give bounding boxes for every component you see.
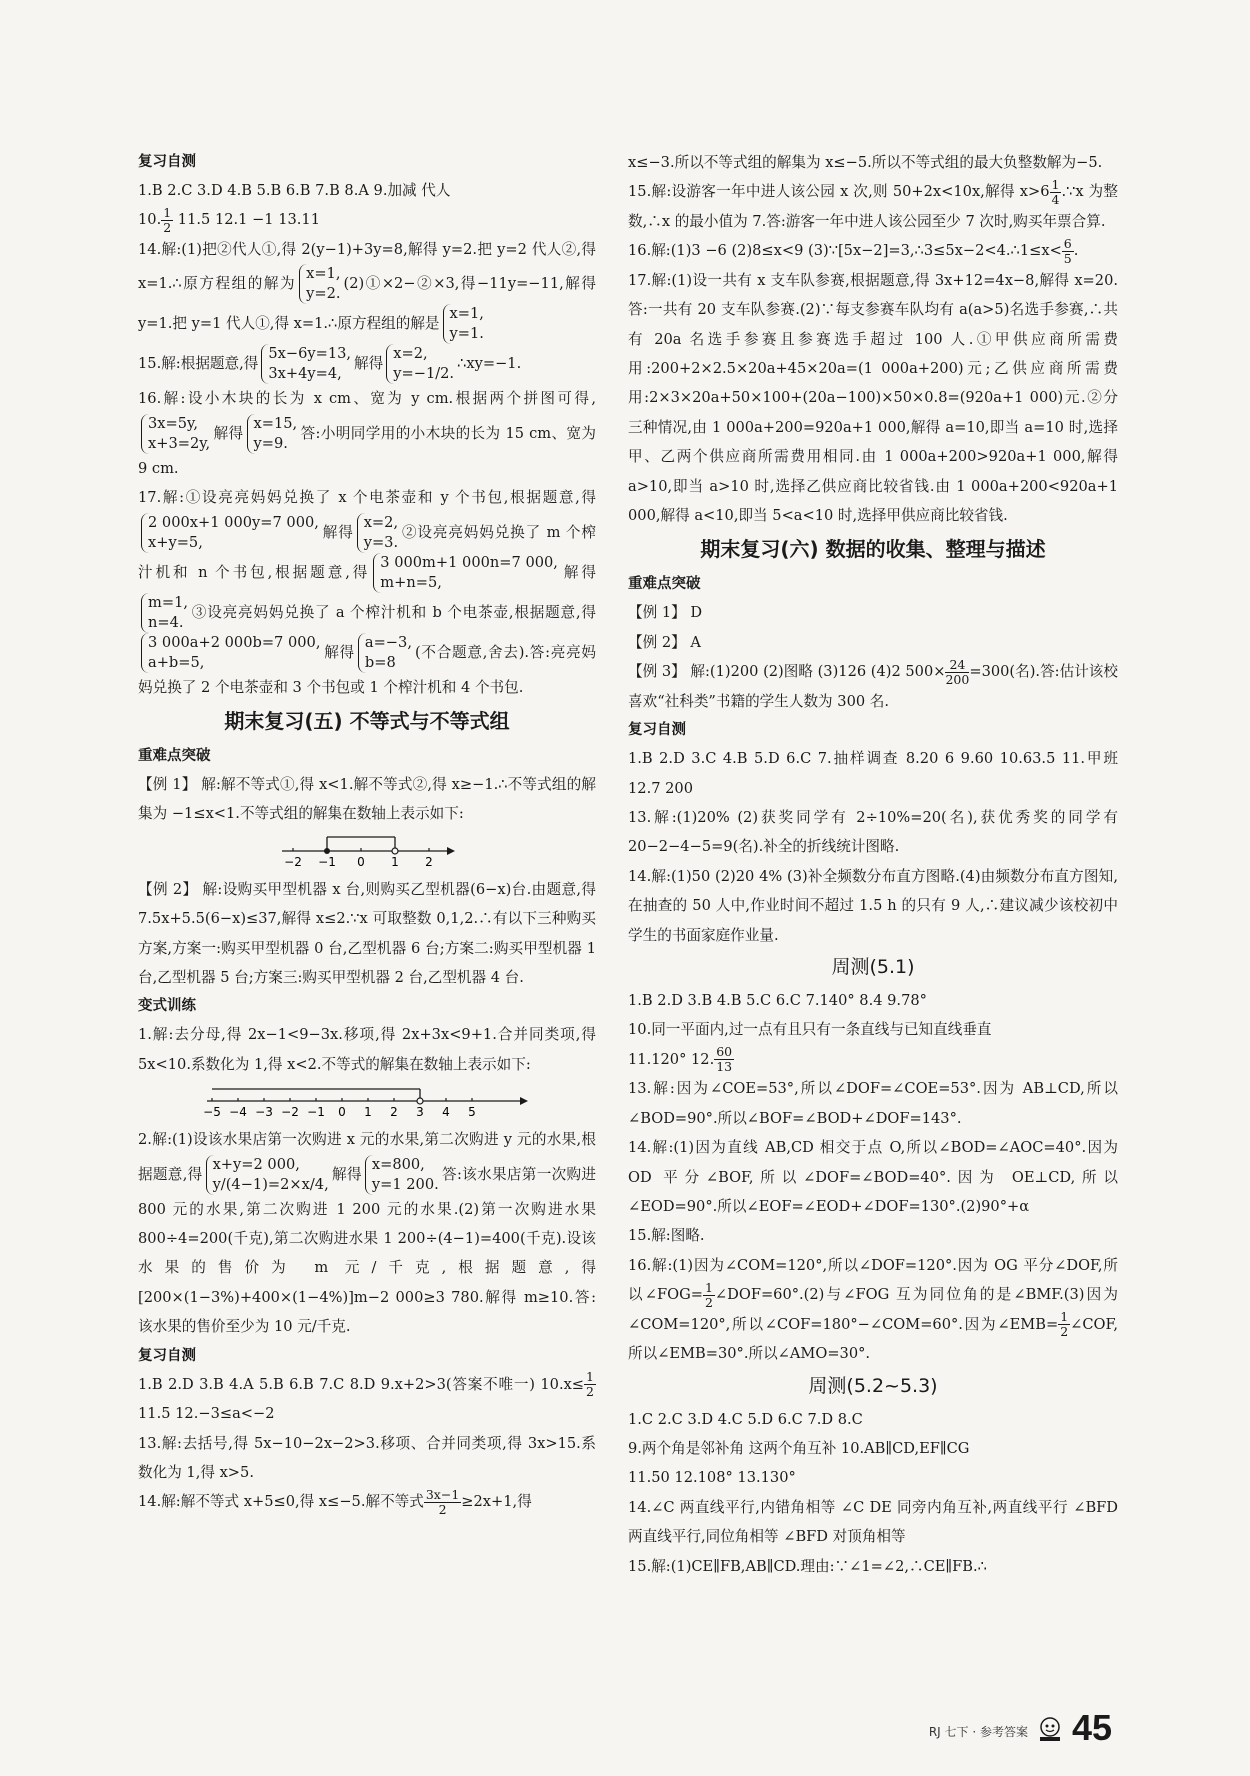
footer-label: RJ 七下 · 参考答案 <box>928 1725 1028 1739</box>
solution-13: 13.解:(1)20% (2)获奖同学有 2÷10%=20(名),获优秀奖的同学有 20−2−4−5=9(名).补全的折线统计图略. <box>628 809 1118 856</box>
axis-tick-label: 3 <box>416 1105 424 1120</box>
equation-system: a=−3, b=8 <box>358 633 412 673</box>
example-2: 【例 2】 解:设购买甲型机器 x 台,则购买乙型机器(6−x)台.由题意,得 7.5x+5.5(6−x)≤37,解得 x≤2.∵x 可取整数 0,1,2.∴有以下三种购买方案,方案一:购买甲型机器 0 台,乙型机器 6 台;方案二:购买甲型机器 1 台,乙型机器 5 台;方案三:购买甲型机器 2 台,乙型机器 4 台. <box>138 880 596 986</box>
section-heading-key: 重难点突破 <box>628 576 701 593</box>
solution-16: 16.解:设小木块的长为 x cm、宽为 y cm.根据两个拼图可得,3x=5y, x+3=2y,解得x=15, y=9.答:小明同学用的小木块的长为 15 cm、宽为 9 cm. <box>138 390 596 477</box>
fraction: $\frac{1}{2}$ <box>586 1369 594 1400</box>
fraction: $\frac{60}{13}$ <box>716 1044 733 1075</box>
solution-17: 17.解:①设亮亮妈妈兑换了 x 个电茶壶和 y 个书包,根据题意,得2 000x+1 000y=7 000, x+y=5,解得x=2, y=3.②设亮亮妈妈兑换了 m 个榨汁机和 n 个书包,根据题意,得3 000m+1 000n=7 000, m+n=5,解得m=1, n=4.③设亮亮妈妈兑换了 a 个榨汁机和 b 个电茶壶,根据题意,得3 000a+2 000b=7 000, a+b=5,解得a=−3, b=8(不合题意,舍去).答:亮亮妈妈兑换了 2 个电茶壶和 3 个书包或 1 个榨汁机和 4 个书包. <box>138 489 596 696</box>
solution-14: 14.解:(1)50 (2)20 4% (3)补全频数分布直方图略.(4)由频数分布直方图知,在抽查的 50 人中,作业时间不超过 1.5 h 的只有 9 人,∴建议减少该校初中学生的书面家庭作业量. <box>628 867 1118 944</box>
answers-line: 1.C 2.C 3.D 4.C 5.D 6.C 7.D 8.C <box>628 1410 863 1428</box>
equation-system: x=800, y=1 200. <box>365 1155 439 1195</box>
equation-system: m=1, n=4. <box>141 593 188 633</box>
solution-17: 17.解:(1)设一共有 x 支车队参赛,根据题意,得 3x+12=4x−8,解得 x=20.答:一共有 20 支车队参赛.(2)∵每支参赛车队均有 a(a>5)名选手参赛,∴共有 20a 名选手参赛且参赛选手超过 100 人.①甲供应商所需费用:200+2×2.5×20a+45×20a=(1 000a+200)元;乙供应商所需费用:2×3×20a+50×100+(20a−100)×50×0.8=(920a+1 000)元.②分三种情况,由 1 000a+200=920a+1 000,解得 a=10,即当 a=10 时,选择甲、乙两个供应商所需费用相同.由 1 000a+200>920a+1 000,解得 a>10,即当 a>10 时,选择乙供应商比较省钱.由 1 000a+200<920a+1 000,解得 a<10,即当 5<a<10 时,选择甲供应商比较省钱. <box>628 271 1118 525</box>
equation-system: x+y=2 000, y/(4−1)=2×x/4, <box>206 1155 329 1195</box>
equation-system: x=2, y=−1/2. <box>386 344 454 384</box>
equation-system: 5x−6y=13, 3x+4y=4, <box>261 344 351 384</box>
solution-15: 15.解:根据题意,得5x−6y=13, 3x+4y=4,解得x=2, y=−1/2.∴xy=−1. <box>138 345 522 383</box>
axis-tick-label: 4 <box>442 1105 450 1120</box>
answers-line: 11.120° 12. $\frac{60}{13}$ <box>628 1044 733 1075</box>
example-2: 【例 2】 A <box>628 633 701 651</box>
variant-1: 1.解:去分母,得 2x−1<9−3x.移项,得 2x+3x<9+1.合并同类项,得 5x<10.系数化为 1,得 x<2.不等式的解集在数轴上表示如下: <box>138 1026 596 1073</box>
axis-tick-label: −1 <box>318 854 336 869</box>
equation-system: 3 000a+2 000b=7 000, a+b=5, <box>141 633 320 673</box>
fraction: $\frac{6}{5}$ <box>1063 235 1072 266</box>
fraction: $\frac{24}{200}$ <box>945 656 970 687</box>
example-1: 【例 1】 解:解不等式①,得 x<1.解不等式②,得 x≥−1.∴不等式组的解集为 −1≤x<1.不等式组的解集在数轴上表示如下: <box>138 775 596 823</box>
equation-system: x=2, y=3. <box>357 513 398 553</box>
number-line-2 <box>202 1083 532 1121</box>
left-column <box>138 148 596 1517</box>
example-3: 【例 3】 解:(1)200 (2)图略 (3)126 (4)2 500× $\frac{24}{200}$ =300(名).答:估计该校喜欢“社科类”书籍的学生人数为 300 名. <box>628 656 1118 710</box>
solution-14: 14.解:(1)因为直线 AB,CD 相交于点 O,所以∠BOD=∠AOC=40°.因为 OD 平分∠BOF,所以∠DOF=∠BOD=40°.因为 OE⊥CD,所以∠EOD=90°.所以∠EOF=∠EOD+∠DOF=130°.(2)90°+α <box>628 1139 1118 1215</box>
axis-tick-label: 5 <box>468 1105 476 1120</box>
axis-tick-label: −4 <box>229 1105 247 1120</box>
fraction: $\frac{1}{2}$ <box>163 204 172 235</box>
section-heading-review: 复习自测 <box>628 722 686 739</box>
number-line-1 <box>277 833 457 871</box>
solution-15: 15.解:设游客一年中进人该公园 x 次,则 50+2x<10x,解得 x>6 $\frac{1}{4}$ .∵x 为整数,∴x 的最小值为 7.答:游客一年中进人该公园至少 7 次时,购买年票合算. <box>628 176 1118 230</box>
weekly-test-title-1: 周测(5.1) <box>831 956 915 979</box>
section-heading-variant: 变式训练 <box>138 998 196 1015</box>
section-heading-review: 复习自测 <box>138 1347 196 1364</box>
answers-line: 10. $\frac{1}{2}$ 11.5 12.1 −1 13.11 <box>138 204 321 235</box>
solution-15: 15.解:(1)CE∥FB,AB∥CD.理由:∵∠1=∠2,∴CE∥FB.∴ <box>628 1557 987 1575</box>
section-heading-key: 重难点突破 <box>138 747 211 764</box>
fraction: $\frac{1}{2}$ <box>704 1279 713 1310</box>
answer-10: 10.同一平面内,过一点有且只有一条直线与已知直线垂直 <box>628 1021 992 1039</box>
solution-14: 14.解:解不等式 x+5≤0,得 x≤−5.解不等式 $\frac{3x-1}{2}$ ≥2x+1,得 <box>138 1486 532 1517</box>
continued-text: x≤−3.所以不等式组的解集为 x≤−5.所以不等式组的最大负整数解为−5. <box>628 154 1103 171</box>
section-title-review-5: 期末复习(五) 不等式与不等式组 <box>224 708 510 733</box>
axis-tick-label: 2 <box>390 1105 398 1120</box>
solution-13: 13.解:因为∠COE=53°,所以∠DOF=∠COE=53°.因为 AB⊥CD,所以∠BOD=90°.所以∠BOF=∠BOD+∠DOF=143°. <box>628 1080 1118 1127</box>
page-number: 45 <box>1071 1707 1112 1748</box>
answers-line: 9.两个角是邻补角 这两个角互补 10.AB∥CD,EF∥CG <box>628 1440 970 1457</box>
equation-system: 2 000x+1 000y=7 000, x+y=5, <box>141 513 319 553</box>
answer-14: 14.∠C 两直线平行,内错角相等 ∠C DE 同旁内角互补,两直线平行 ∠BFD 两直线平行,同位角相等 ∠BFD 对顶角相等 <box>628 1498 1118 1546</box>
equation-system: x=15, y=9. <box>247 414 298 454</box>
axis-tick-label: 1 <box>391 854 399 869</box>
axis-tick-label: 1 <box>364 1105 372 1120</box>
example-1: 【例 1】 D <box>628 604 703 622</box>
equation-system: 3 000m+1 000n=7 000, m+n=5, <box>373 553 558 593</box>
axis-tick-label: −3 <box>255 1105 273 1120</box>
axis-tick-label: 0 <box>338 1105 346 1120</box>
weekly-test-title-2: 周测(5.2~5.3) <box>808 1374 938 1397</box>
section-heading-review: 复习自测 <box>138 154 196 170</box>
axis-tick-label: −1 <box>307 1105 325 1120</box>
variant-2: 2.解:(1)设该水果店第一次购进 x 元的水果,第二次购进 y 元的水果,根据题意,得x+y=2 000, y/(4−1)=2×x/4,解得x=800, y=1 200.答:该水果店第一次购进 800 元的水果,第二次购进 1 200 元的水果.(2)第一次购进水果 800÷4=200(千克),第二次购进水果 1 200÷(4−1)=400(千克).设该水果的售价为 m 元/千克,根据题意,得[200×(1−3%)+400×(1−4%)]m−2 000≥3 780.解得 m≥10.答:该水果的售价至少为 10 元/千克. <box>138 1131 596 1336</box>
solution-16: 16.解:(1)3 −6 (2)8≤x<9 (3)∵[5x−2]=3,∴3≤5x−2<4.∴1≤x< $\frac{6}{5}$ . <box>628 235 1079 266</box>
fraction: $\frac{1}{2}$ <box>1060 1309 1069 1340</box>
equation-system: x=1, y=1. <box>443 304 484 344</box>
solution-15: 15.解:图略. <box>628 1227 705 1245</box>
equation-system: 3x=5y, x+3=2y, <box>141 414 210 454</box>
axis-tick-label: 2 <box>425 854 433 869</box>
answers-line: 1.B 2.D 3.B 4.A 5.B 6.B 7.C 8.D 9.x+2>3(答案不唯一) 10.x≤ $\frac{1}{2}$ 11.5 12.−3≤a<−2 <box>138 1369 594 1423</box>
answers-line: 1.B 2.D 3.C 4.B 5.D 6.C 7.抽样调查 8.20 6 9.60 10.63.5 11.甲班 12.7 200 <box>628 750 1118 797</box>
fraction: $\frac{1}{4}$ <box>1051 176 1060 207</box>
right-column <box>628 148 1118 1581</box>
fraction: $\frac{3x-1}{2}$ <box>425 1486 460 1517</box>
solution-14: 14.解:(1)把②代人①,得 2(y−1)+3y=8,解得 y=2.把 y=2 代人②,得 x=1.∴原方程组的解为x=1, y=2.(2)①×2−②×3,得−11y=−11,解得 y=1.把 y=1 代人①,得 x=1.∴原方程组的解是x=1, y=1. <box>138 240 596 343</box>
section-title-review-6: 期末复习(六) 数据的收集、整理与描述 <box>700 537 1046 562</box>
answers-line: 11.50 12.108° 13.130° <box>628 1469 796 1487</box>
publisher-logo-icon <box>1036 1716 1064 1742</box>
axis-tick-label: −5 <box>203 1105 221 1120</box>
solution-16: 16.解:(1)因为∠COM=120°,所以∠DOF=120°.因为 OG 平分∠DOF,所以∠FOG= $\frac{1}{2}$ ∠DOF=60°.(2)与∠FOG 互为同位角的是∠BMF.(3)因为∠COM=120°,所以∠COF=180°−∠COM=60°.因为∠EMB= $\frac{1}{2}$ ∠COF,所以∠EMB=30°.所以∠AMO=30°. <box>628 1256 1118 1363</box>
axis-tick-label: −2 <box>281 1105 299 1120</box>
answers-line: 1.B 2.C 3.D 4.B 5.B 6.B 7.B 8.A 9.加减 代人 <box>138 182 451 199</box>
axis-tick-label: 0 <box>357 854 365 869</box>
axis-tick-label: −2 <box>284 854 302 869</box>
answers-line: 1.B 2.D 3.B 4.B 5.C 6.C 7.140° 8.4 9.78° <box>628 992 927 1010</box>
solution-13: 13.解:去括号,得 5x−10−2x−2>3.移项、合并同类项,得 3x>15.系数化为 1,得 x>5. <box>138 1434 596 1481</box>
page-footer <box>928 1707 1112 1748</box>
equation-system: x=1, y=2. <box>299 264 340 304</box>
